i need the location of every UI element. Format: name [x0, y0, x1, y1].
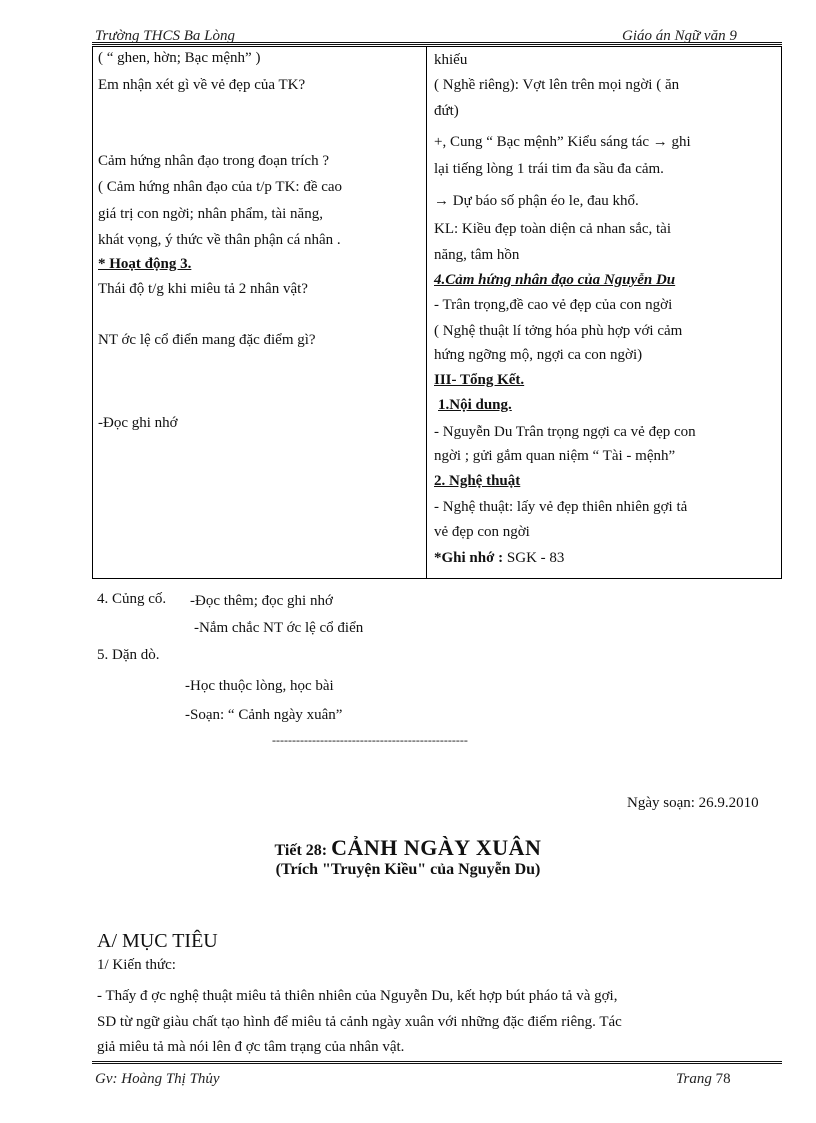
section-heading: 4.Cảm hứng nhân đạo của Nguyễn Du	[434, 272, 676, 288]
right-line: ( Nghệ thuật lí tởng hóa phù hợp với cảm	[434, 323, 683, 339]
section-heading: 1.Nội dung.	[438, 397, 512, 413]
right-line: ( Nghề riêng): Vợt lên trên mọi ngời ( ăn	[434, 77, 680, 93]
consolidate-item: -Nắm chắc NT ớc lệ cổ điển	[194, 620, 364, 636]
page-value: 78	[715, 1071, 731, 1087]
footer-rule	[92, 1061, 782, 1066]
ghi-nho-label: *Ghi nhớ :	[434, 550, 504, 566]
page-label: Trang	[676, 1071, 712, 1087]
left-line: giá trị con ngời; nhân phẩm, tài năng,	[98, 206, 323, 222]
left-line: khát vọng, ý thức về thân phận cá nhân .	[98, 232, 341, 248]
objectives-paragraph-line: giả miêu tả mà nói lên đ ợc tâm trạng của nhân vật.	[97, 1039, 405, 1055]
right-line: năng, tâm hồn	[434, 247, 520, 263]
homework-item: -Soạn: “ Cảnh ngày xuân”	[185, 707, 343, 723]
prep-date: Ngày soạn: 26.9.2010	[627, 795, 759, 811]
right-line: → Dự báo số phận éo le, đau khổ.	[434, 193, 639, 209]
objectives-subheading: 1/ Kiến thức:	[97, 957, 176, 973]
right-line: lại tiếng lòng 1 trái tim đa sầu đa cảm.	[434, 161, 664, 177]
lesson-title-row	[0, 835, 816, 861]
homework-label: 5. Dặn dò.	[97, 647, 160, 663]
school-name: Trường THCS Ba Lòng	[95, 28, 235, 44]
left-line: Thái độ t/g khi miêu tả 2 nhân vật?	[98, 281, 308, 297]
left-line: Em nhận xét gì về vẻ đẹp của TK?	[98, 77, 306, 93]
teacher-name: Hoàng Thị Thủy	[121, 1071, 220, 1087]
left-line: NT ớc lệ cổ điển mang đặc điểm gì?	[98, 332, 316, 348]
left-line: ( Cảm hứng nhân đạo của t/p TK: đề cao	[98, 179, 343, 195]
page-number	[676, 1071, 731, 1088]
right-line: +, Cung “ Bạc mệnh” Kiểu sáng tác → ghi	[434, 134, 691, 150]
left-line: Cảm hứng nhân đạo trong đoạn trích ?	[98, 153, 329, 169]
left-line: ( “ ghen, hờn; Bạc mệnh” )	[98, 50, 261, 66]
right-line: KL: Kiều đẹp toàn diện cả nhan sắc, tài	[434, 221, 671, 237]
lesson-table	[92, 46, 782, 579]
right-line: - Nghệ thuật: lấy vẻ đẹp thiên nhiên gợi tả	[434, 499, 688, 515]
section-heading: III- Tổng Kết.	[434, 372, 525, 388]
teacher-label: Gv:	[95, 1071, 118, 1087]
consolidate-label: 4. Củng cố.	[97, 591, 167, 607]
lesson-title: CẢNH NGÀY XUÂN	[331, 835, 542, 860]
teacher-line	[95, 1071, 220, 1088]
subject-name: Giáo án Ngữ văn 9	[622, 28, 737, 44]
objectives-paragraph-line: - Thấy đ ợc nghệ thuật miêu tả thiên nhiên của Nguyễn Du, kết hợp bút pháo tả và gợi,	[97, 988, 618, 1004]
homework-item: -Học thuộc lòng, học bài	[185, 678, 334, 694]
activity-heading: * Hoạt động 3.	[98, 256, 192, 272]
section-heading: 2. Nghệ thuật	[434, 473, 521, 489]
right-line: khiếu	[434, 52, 468, 68]
table-divider	[426, 47, 427, 578]
right-line: hứng ngỡng mộ, ngợi ca con ngời)	[434, 347, 643, 363]
lesson-subtitle: (Trích "Truyện Kiều" của Nguyễn Du)	[275, 861, 541, 878]
consolidate-item: -Đọc thêm; đọc ghi nhớ	[190, 593, 333, 609]
right-line: đứt)	[434, 103, 459, 119]
separator-line: -------------------------------------------------	[272, 733, 468, 747]
right-line: - Nguyễn Du Trân trọng ngợi ca vẻ đẹp con	[434, 424, 696, 440]
right-line: - Trân trọng,đề cao vẻ đẹp của con ngời	[434, 297, 673, 313]
ghi-nho-line	[434, 549, 564, 567]
left-line: -Đọc ghi nhớ	[98, 415, 178, 431]
objectives-heading: A/ MỤC TIÊU	[97, 930, 218, 952]
ghi-nho-ref: SGK - 83	[506, 550, 565, 566]
lesson-prefix: Tiết 28:	[274, 842, 328, 859]
right-line: vẻ đẹp con ngời	[434, 524, 530, 540]
objectives-paragraph-line: SD từ ngữ giàu chất tạo hình để miêu tả cảnh ngày xuân với những đặc điểm riêng. Tác	[97, 1014, 622, 1030]
right-line: ngời ; gửi gắm quan niệm “ Tài - mệnh”	[434, 448, 676, 464]
